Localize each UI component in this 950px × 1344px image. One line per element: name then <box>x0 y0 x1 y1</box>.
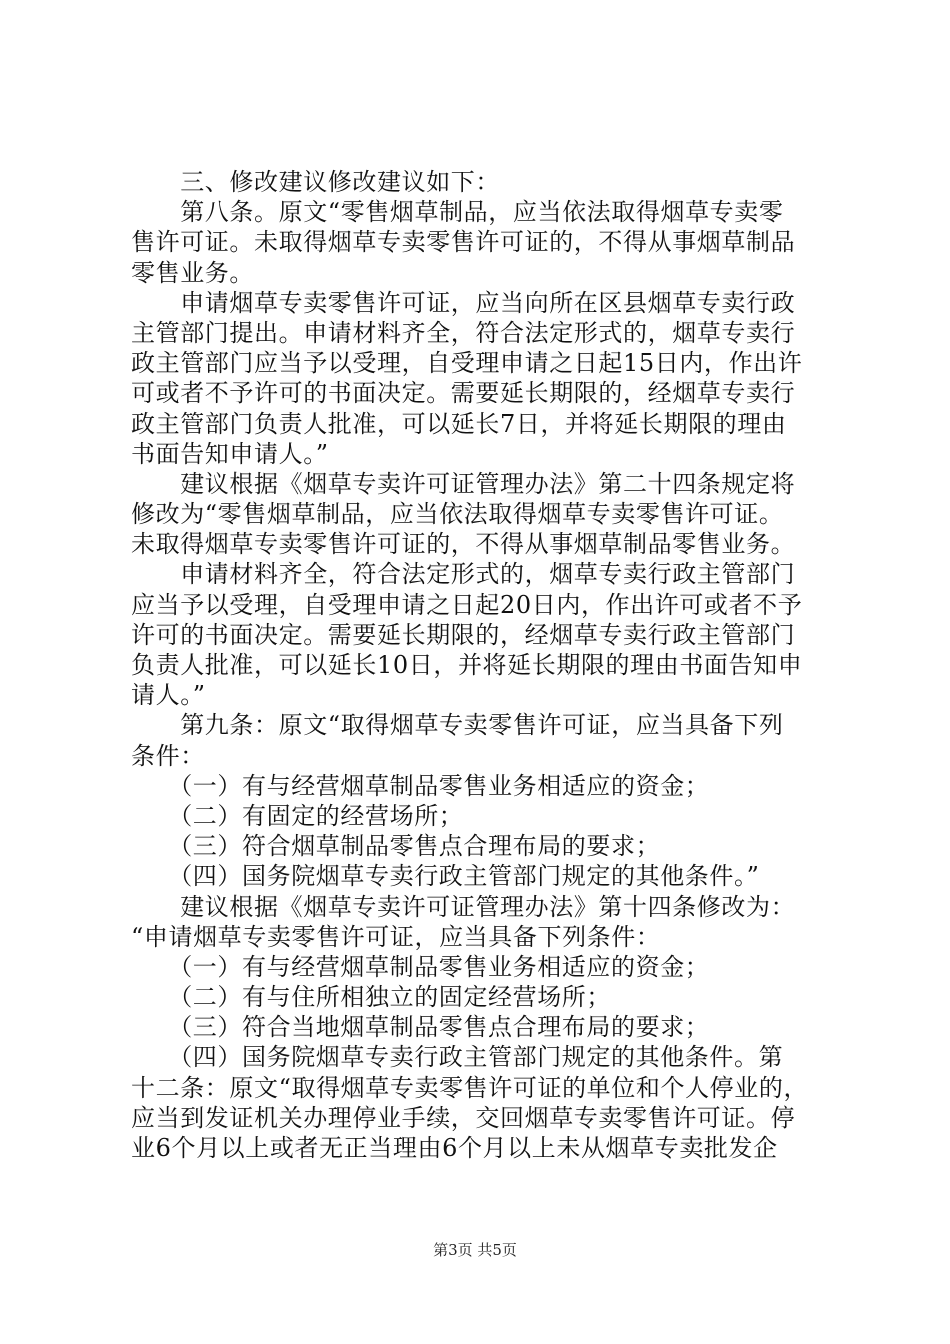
body-line: 第九条：原文“取得烟草专卖零售许可证，应当具备下列 <box>131 711 784 740</box>
body-line: 第八条。原文“零售烟草制品，应当依法取得烟草专卖零 <box>131 198 784 227</box>
body-line: 未取得烟草专卖零售许可证的，不得从事烟草制品零售业务。 <box>131 530 796 559</box>
body-line: 三、修改建议修改建议如下： <box>131 168 500 196</box>
body-line: 申请烟草专卖零售许可证，应当向所在区县烟草专卖行政 <box>131 288 796 317</box>
body-line: （二）有与住所相独立的固定经营场所； <box>131 983 611 1012</box>
body-line: 零售业务。 <box>131 258 254 287</box>
body-line: 政主管部门负责人批准，可以延长7日，并将延长期限的理由 <box>131 409 787 438</box>
body-line: 修改为“零售烟草制品，应当依法取得烟草专卖零售许可证。 <box>131 500 784 529</box>
body-line: 请人。” <box>131 681 206 710</box>
body-line: （三）符合烟草制品零售点合理布局的要求； <box>131 832 661 861</box>
body-line: （三）符合当地烟草制品零售点合理布局的要求； <box>131 1013 710 1042</box>
body-line: 建议根据《烟草专卖许可证管理办法》第二十四条规定将 <box>131 469 796 498</box>
body-line: 书面告知申请人。” <box>131 439 329 468</box>
body-line: 可或者不予许可的书面决定。需要延长期限的，经烟草专卖行 <box>131 379 796 408</box>
body-line: 应当到发证机关办理停业手续，交回烟草专卖零售许可证。停 <box>131 1103 796 1132</box>
body-line: 负责人批准，可以延长10日，并将延长期限的理由书面告知申 <box>131 651 803 679</box>
body-line: 主管部门提出。申请材料齐全，符合法定形式的，烟草专卖行 <box>131 318 796 347</box>
body-line: 十二条：原文“取得烟草专卖零售许可证的单位和个人停业的， <box>131 1073 809 1102</box>
document-body <box>131 167 831 1163</box>
body-line: （四）国务院烟草专卖行政主管部门规定的其他条件。” <box>131 862 760 891</box>
body-line: 应当予以受理，自受理申请之日起20日内，作出许可或者不予 <box>131 590 803 619</box>
body-line: 业6个月以上或者无正当理由6个月以上未从烟草专卖批发企 <box>131 1134 778 1162</box>
body-line: “申请烟草专卖零售许可证，应当具备下列条件： <box>131 922 661 951</box>
body-line: 售许可证。未取得烟草专卖零售许可证的，不得从事烟草制品 <box>131 228 796 257</box>
body-line: （二）有固定的经营场所； <box>131 801 464 830</box>
body-line: （四）国务院烟草专卖行政主管部门规定的其他条件。第 <box>131 1043 784 1072</box>
body-line: 条件： <box>131 741 205 770</box>
body-line: （一）有与经营烟草制品零售业务相适应的资金； <box>131 952 710 981</box>
page-footer: 第3页 共5页 <box>433 1241 517 1259</box>
body-line: 申请材料齐全，符合法定形式的，烟草专卖行政主管部门 <box>131 560 796 589</box>
body-line: 政主管部门应当予以受理，自受理申请之日起15日内，作出许 <box>131 349 803 378</box>
body-line: （一）有与经营烟草制品零售业务相适应的资金； <box>131 771 710 800</box>
body-line: 许可的书面决定。需要延长期限的，经烟草专卖行政主管部门 <box>131 620 796 649</box>
body-line: 建议根据《烟草专卖许可证管理办法》第十四条修改为： <box>131 892 796 921</box>
